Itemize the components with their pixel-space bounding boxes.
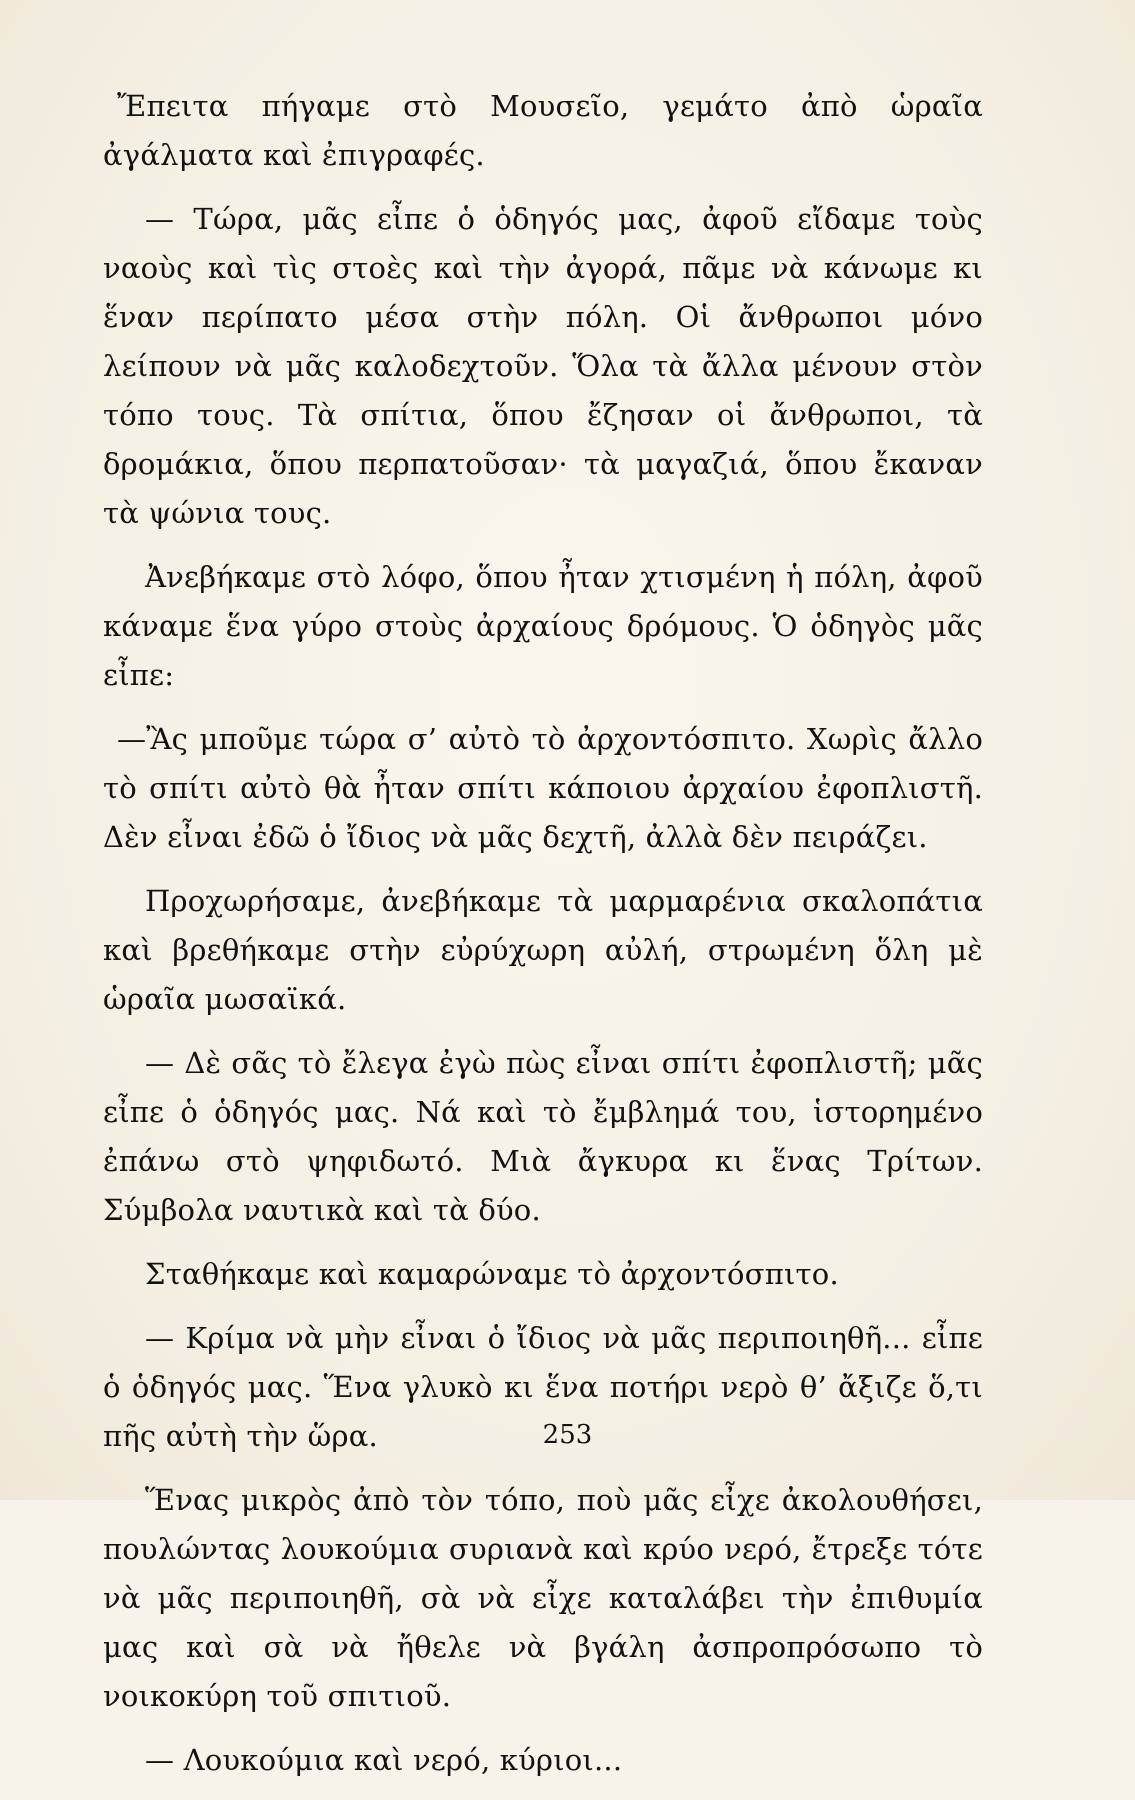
paragraph-boy: Ἕνας μικρὸς ἀπὸ τὸν τόπο, ποὺ μᾶς εἶχε ἀκολουθήσει, πουλώντας λουκούμια συριανὰ καὶ κρύο νερό, ἔτρεξε τότε νὰ μᾶς περιποιηθῆ, σὰ νὰ εἶχε καταλάβει τὴν ἐπιθυμία μας καὶ σὰ νὰ ἤθελε νὰ βγάλη ἀσπροπρόσωπο τὸ νοικοκύρη τοῦ σπιτιοῦ. bbox=[103, 1483, 983, 1713]
paragraph-hill: Ἀνεβήκαμε στὸ λόφο, ὅπου ἦταν χτισμένη ἡ πόλη, ἀφοῦ κάναμε ἕνα γύρο στοὺς ἀρχαίους δρόμους. Ὁ ὁδηγὸς μᾶς εἶπε: bbox=[103, 560, 983, 692]
paragraph-admire: Σταθήκαμε καὶ καμαρώναμε τὸ ἀρχοντόσπιτο. bbox=[145, 1257, 839, 1291]
paragraph-courtyard: Προχωρήσαμε, ἀνεβήκαμε τὰ μαρμαρένια σκαλοπάτια καὶ βρεθήκαμε στὴν εὐρύχωρη αὐλή, στρωμένη ὅλη μὲ ὡραῖα μωσαϊκά. bbox=[103, 884, 983, 1016]
page-number: 253 bbox=[542, 1420, 593, 1450]
paragraph-pity: — Κρίμα νὰ μὴν εἶναι ὁ ἴδιος νὰ μᾶς περιποιηθῆ... εἶπε ὁ ὁδηγός μας. Ἕνα γλυκὸ κι ἕνα ποτήρι νερὸ θ’ ἄξιζε ὅ,τι πῆς αὐτὴ τὴν ὥρα. bbox=[103, 1321, 983, 1453]
body-text bbox=[103, 82, 983, 1800]
paragraph-loukoumi: — Λουκούμια καὶ νερό, κύριοι... bbox=[145, 1743, 623, 1777]
paragraph-guide-walk: — Τώρα, μᾶς εἶπε ὁ ὁδηγός μας, ἀφοῦ εἴδαμε τοὺς ναοὺς καὶ τὶς στοὲς καὶ τὴν ἀγορά, πᾶμε νὰ κάνωμε κι ἕναν περίπατο μέσα στὴν πόλη. Οἱ ἄνθρωποι μόνο λείπουν νὰ μᾶς καλοδεχτοῦν. Ὅλα τὰ ἄλλα μένουν στὸν τόπο τους. Τὰ σπίτια, ὅπου ἔζησαν οἱ ἄνθρωποι, τὰ δρομάκια, ὅπου περπατοῦσαν· τὰ μαγαζιά, ὅπου ἔκαναν τὰ ψώνια τους. bbox=[103, 202, 983, 530]
paragraph-mansion: —Ἂς μποῦμε τώρα σ’ αὐτὸ τὸ ἀρχοντόσπιτο. Χωρὶς ἄλλο τὸ σπίτι αὐτὸ θὰ ἦταν σπίτι κάποιου ἀρχαίου ἐφοπλιστῆ. Δὲν εἶναι ἐδῶ ὁ ἴδιος νὰ μᾶς δεχτῆ, ἀλλὰ δὲν πειράζει. bbox=[103, 722, 983, 854]
paragraph-emblem: — Δὲ σᾶς τὸ ἔλεγα ἐγὼ πὼς εἶναι σπίτι ἐφοπλιστῆ; μᾶς εἶπε ὁ ὁδηγός μας. Νά καὶ τὸ ἔμβλημά του, ἱστορημένο ἐπάνω στὸ ψηφιδωτό. Μιὰ ἄγκυρα κι ἕνας Τρίτων. Σύμβολα ναυτικὰ καὶ τὰ δύο. bbox=[103, 1046, 983, 1227]
paragraph-museum: Ἔπειτα πήγαμε στὸ Μουσεῖο, γεμάτο ἀπὸ ὡραῖα ἀγάλματα καὶ ἐπιγραφές. bbox=[103, 89, 983, 172]
